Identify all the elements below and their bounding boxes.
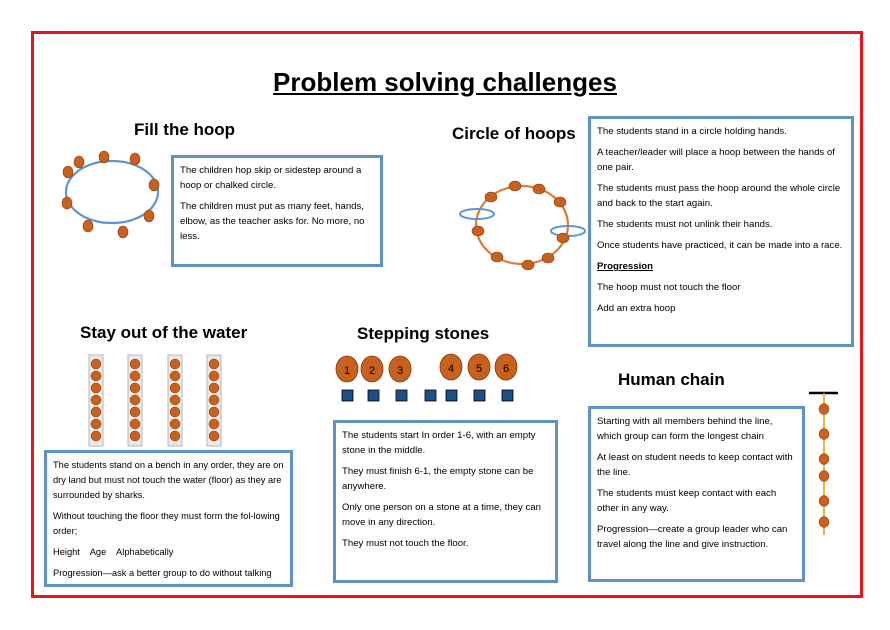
stepping-stones-illustration: [330, 352, 530, 407]
water-text-1: The students stand on a bench in any order, they are on dry land but must not touch the water (floor) as they are surrounded by sharks.: [53, 460, 284, 500]
stone-number-3: 3: [396, 365, 404, 377]
chain-text-3: The students must keep contact with each other in any way.: [597, 488, 777, 514]
fill-hoop-box: [171, 155, 383, 267]
circle-hoops-progression-label: Progression: [597, 261, 653, 272]
stones-text-4: They must not touch the floor.: [342, 538, 469, 549]
circle-hoops-heading: Circle of hoops: [452, 124, 576, 143]
stone-number-2: 2: [368, 365, 376, 377]
circle-hoops-illustration: [455, 175, 590, 275]
fill-hoop-illustration: [55, 150, 170, 245]
human-chain-illustration: [805, 389, 845, 539]
water-text-3: Height Age Alphabetically: [53, 547, 174, 557]
chain-box: [588, 406, 805, 582]
stones-heading: Stepping stones: [357, 324, 490, 343]
stones-text-2: They must finish 6-1, the empty stone can be anywhere.: [342, 466, 534, 492]
water-heading: Stay out of the water: [80, 323, 248, 342]
stone-number-1: 1: [343, 365, 351, 377]
circle-hoops-text-2: A teacher/leader will place a hoop between the hands of one pair.: [597, 147, 835, 173]
water-text-4: Progression—ask a better group to do without talking: [53, 568, 272, 578]
person-icon: [91, 359, 219, 441]
bench-icon: [89, 355, 221, 446]
circle-hoops-text-3: The students must pass the hoop around the whole circle and back to the start again.: [597, 183, 841, 209]
fill-hoop-text-2: The children must put as many feet, hands, elbow, as the teacher asks for. No more, no less.: [180, 201, 365, 242]
stones-box: [333, 420, 558, 583]
chain-text-1: Starting with all members behind the line, which group can form the longest chain: [597, 416, 773, 442]
stones-text-1: The students start In order 1-6, with an empty stone in the middle.: [342, 430, 536, 456]
fill-hoop-heading: Fill the hoop: [134, 120, 236, 139]
person-icon: [336, 354, 517, 382]
circle-hoops-text-7: Add an extra hoop: [597, 303, 676, 314]
circle-hoops-text-1: The students stand in a circle holding hands.: [597, 126, 787, 137]
water-text-2: Without touching the floor they must form the fol-lowing order;: [53, 511, 280, 536]
chain-text-2: At least on student needs to keep contact with the line.: [597, 452, 793, 478]
circle-hoops-text-6: The hoop must not touch the floor: [597, 282, 741, 293]
stone-number-4: 4: [447, 363, 455, 375]
fill-hoop-text-1: The children hop skip or sidestep around a hoop or chalked circle.: [180, 165, 362, 191]
circle-hoops-box: [588, 116, 854, 347]
person-icon: [472, 181, 569, 270]
stone-number-6: 6: [502, 363, 510, 375]
stones-text-3: Only one person on a stone at a time, they can move in any direction.: [342, 502, 541, 528]
benches-illustration: [80, 352, 230, 448]
chain-text-4: Progression—create a group leader who can travel along the line and give instruction.: [597, 524, 788, 550]
stone-squares: [342, 390, 513, 401]
water-box: [44, 450, 293, 587]
circle-hoops-text-5: Once students have practiced, it can be made into a race.: [597, 240, 843, 251]
page-title: Problem solving challenges: [273, 67, 617, 97]
stone-number-5: 5: [475, 363, 483, 375]
circle-hoops-text-4: The students must not unlink their hands.: [597, 219, 773, 230]
person-icon: [62, 151, 159, 238]
chain-heading: Human chain: [618, 370, 725, 389]
